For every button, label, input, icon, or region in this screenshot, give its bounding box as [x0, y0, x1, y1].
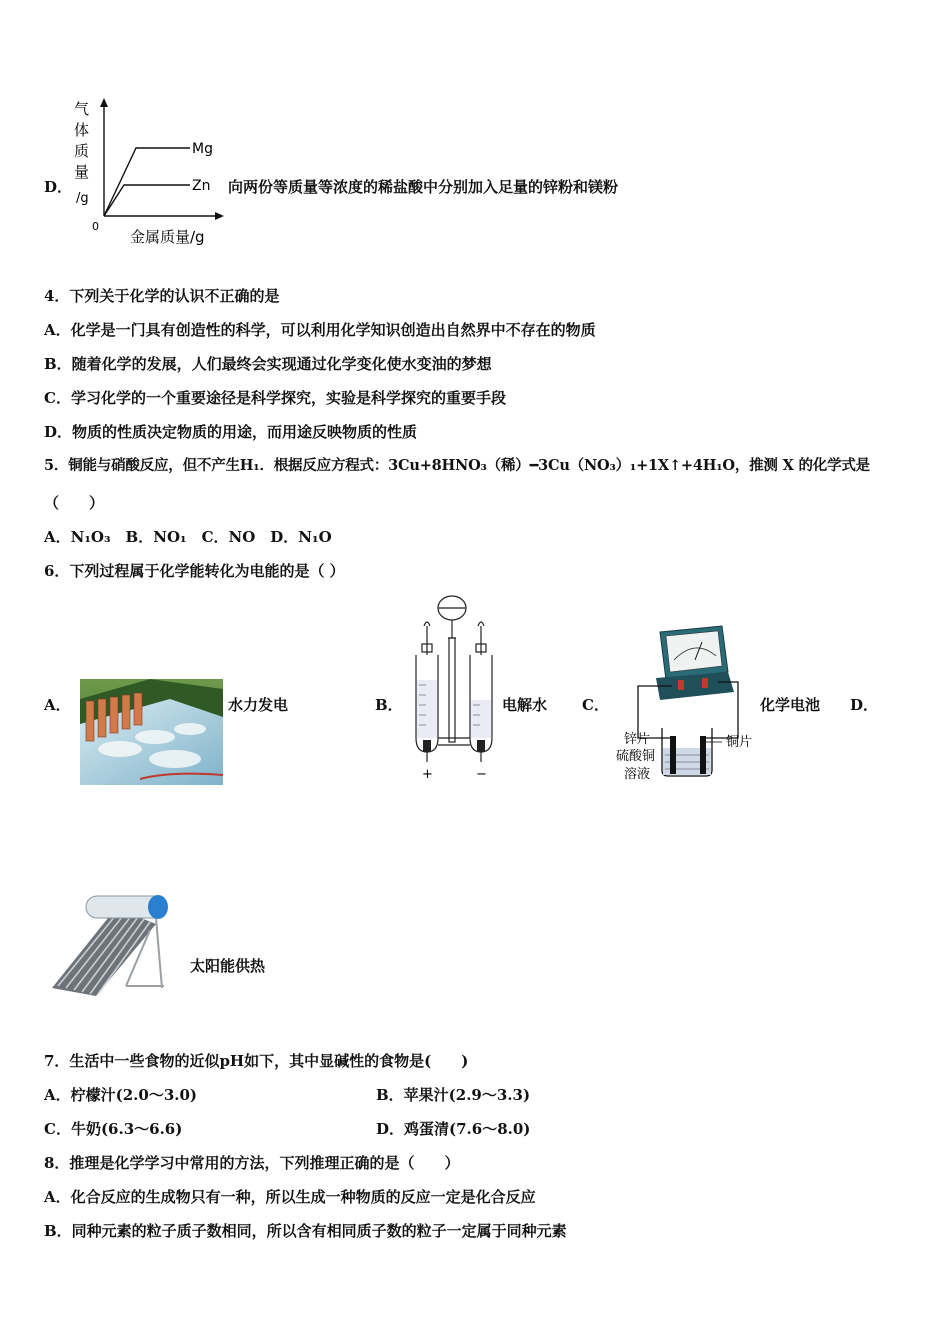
q5-paren: （ ） — [44, 494, 105, 512]
q3-option-d-text: 向两份等质量等浓度的稀盐酸中分别加入足量的锌粉和镁粉 — [228, 178, 619, 196]
solar-heater-image — [46, 888, 172, 1000]
q4-option-d: D．物质的性质决定物质的用途，而用途反映物质的性质 — [44, 423, 418, 441]
q6-a-text: 水力发电 — [228, 696, 289, 714]
q7-option-a: A．柠檬汁(2.0～3.0) — [44, 1086, 198, 1104]
galvanic-cell — [610, 620, 760, 785]
q8-stem: 8．推理是化学学习中常用的方法，下列推理正确的是（ ） — [44, 1154, 460, 1172]
y-label-char: 体 — [74, 121, 90, 139]
q4-option-a: A．化学是一门具有创造性的科学，可以利用化学知识创造出自然界中不存在的物质 — [44, 321, 596, 339]
q6-d-text: 太阳能供热 — [190, 957, 266, 975]
electrode-minus: − — [476, 767, 487, 782]
q7-option-c: C．牛奶(6.3～6.6) — [44, 1120, 183, 1138]
origin-label: 0 — [92, 220, 99, 233]
q7-option-b: B．苹果汁(2.9～3.3) — [376, 1086, 531, 1104]
y-label-char: 量 — [74, 163, 90, 181]
hydropower-image — [80, 679, 223, 785]
y-label-unit: /g — [76, 191, 89, 206]
mass-graph — [70, 98, 230, 253]
q7-stem: 7．生活中一些食物的近似pH如下，其中显碱性的食物是( ) — [44, 1052, 469, 1070]
q5-stem: 5．铜能与硝酸反应，但不产生H₁．根据反应方程式：3Cu+8HNO₃（稀）━3Cu（NO₃）₁+1X↑+4H₁O，推测 X 的化学式是 — [44, 457, 870, 474]
q6-c-text: 化学电池 — [760, 696, 821, 714]
q6-d-label: D． — [850, 696, 879, 714]
q6-b-label: B． — [375, 696, 403, 714]
q5-options: A．N₁O₃ B．NO₁ C．NO D．N₁O — [44, 528, 332, 546]
zinc-label: 锌片 — [624, 732, 651, 747]
q4-option-c: C．学习化学的一个重要途径是科学探究，实验是科学探究的重要手段 — [44, 389, 506, 407]
y-label-char: 气 — [74, 100, 90, 118]
q4-option-b: B．随着化学的发展，人们最终会实现通过化学变化使水变油的梦想 — [44, 355, 492, 373]
electrolysis-apparatus — [400, 590, 500, 790]
electrode-plus: + — [422, 767, 433, 782]
q4-stem: 4．下列关于化学的认识不正确的是 — [44, 287, 280, 305]
q6-a-label: A． — [44, 696, 71, 714]
q8-option-a: A．化合反应的生成物只有一种，所以生成一种物质的反应一定是化合反应 — [44, 1188, 536, 1206]
q6-b-text: 电解水 — [502, 696, 548, 714]
solution-label-1: 硫酸铜 — [616, 749, 656, 764]
mg-curve — [104, 148, 190, 216]
solution-label-2: 溶液 — [624, 767, 651, 782]
copper-label: 铜片 — [726, 735, 753, 750]
q3-option-d-label: D． — [44, 178, 73, 196]
y-label-char: 质 — [74, 142, 90, 160]
series-label-zn: Zn — [192, 178, 211, 194]
q6-stem: 6．下列过程属于化学能转化为电能的是（ ） — [44, 562, 345, 580]
q7-option-d: D．鸡蛋清(7.6～8.0) — [376, 1120, 531, 1138]
series-label-mg: Mg — [192, 141, 213, 157]
q6-c-label: C． — [582, 696, 609, 714]
q8-option-b: B．同种元素的粒子质子数相同，所以含有相同质子数的粒子一定属于同种元素 — [44, 1222, 567, 1240]
x-axis-label: 金属质量/g — [130, 228, 205, 246]
